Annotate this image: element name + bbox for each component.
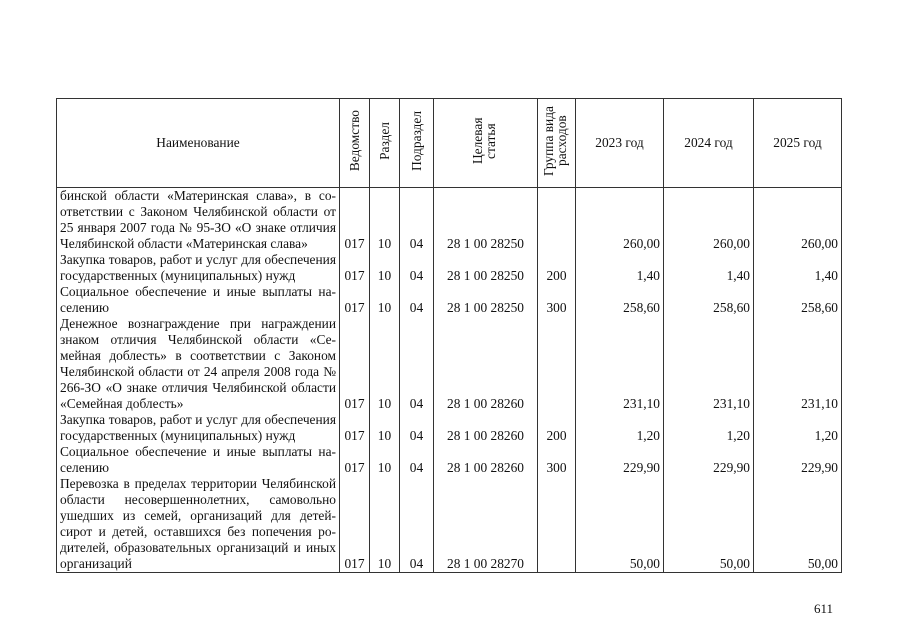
row-section: 10 [370,444,400,476]
row-subsection: 04 [400,188,434,253]
row-section: 10 [370,316,400,412]
row-section: 10 [370,476,400,573]
row-section: 10 [370,284,400,316]
header-target-article: Целевая статья [434,99,538,188]
row-name: Денежное вознаграждение при награждении знаком отличия Челябинской области «Семейная доблесть» в соответствии с Законом Челябинской области от 24 апреля 2008 года № 266-ЗО «О знаке отличия Челябинской области «Семейная доблесть» [57,316,340,412]
row-subsection: 04 [400,252,434,284]
row-value-2025: 260,00 [754,188,842,253]
header-expense-group: Группа вида расходов [538,99,576,188]
page-number: 611 [813,601,833,616]
row-department: 017 [340,252,370,284]
row-target-article: 28 1 00 28270 [434,476,538,573]
row-department: 017 [340,412,370,444]
table-row [57,412,842,444]
row-value-2023: 231,10 [576,316,664,412]
row-value-2025: 50,00 [754,476,842,573]
row-name: Закупка товаров, работ и услуг для обеспечения государственных (муниципальных) нужд [57,252,340,284]
row-expense-group [538,188,576,253]
row-name: Социальное обеспечение и иные выплаты населению [57,284,340,316]
row-value-2024: 231,10 [664,316,754,412]
row-value-2023: 1,20 [576,412,664,444]
row-value-2024: 1,40 [664,252,754,284]
row-section: 10 [370,188,400,253]
row-target-article: 28 1 00 28250 [434,284,538,316]
row-expense-group: 300 [538,444,576,476]
row-value-2025: 229,90 [754,444,842,476]
row-subsection: 04 [400,412,434,444]
row-name: Закупка товаров, работ и услуг для обеспечения государственных (муниципальных) нужд [57,412,340,444]
row-expense-group: 200 [538,412,576,444]
table-row [57,188,842,253]
row-value-2025: 1,40 [754,252,842,284]
row-expense-group [538,316,576,412]
row-value-2023: 258,60 [576,284,664,316]
row-target-article: 28 1 00 28250 [434,188,538,253]
row-target-article: 28 1 00 28260 [434,444,538,476]
header-subsection: Подраздел [400,99,434,188]
row-target-article: 28 1 00 28260 [434,412,538,444]
row-department: 017 [340,476,370,573]
row-value-2024: 1,20 [664,412,754,444]
row-department: 017 [340,316,370,412]
header-year-2024: 2024 год [664,99,754,188]
header-section: Раздел [370,99,400,188]
header-year-2025: 2025 год [754,99,842,188]
table-row [57,284,842,316]
row-section: 10 [370,252,400,284]
row-value-2024: 50,00 [664,476,754,573]
row-name: Перевозка в пределах территории Челябинской области несовершеннолетних, самовольно ушедших из семей, организаций для детей-сирот и детей, оставшихся без попечения родителей, образовательных организаций и иных организаций [57,476,340,573]
row-value-2023: 1,40 [576,252,664,284]
row-section: 10 [370,412,400,444]
budget-table [56,98,842,573]
row-subsection: 04 [400,476,434,573]
row-subsection: 04 [400,316,434,412]
header-name: Наименование [57,99,340,188]
row-department: 017 [340,444,370,476]
row-expense-group: 200 [538,252,576,284]
row-value-2025: 1,20 [754,412,842,444]
row-target-article: 28 1 00 28260 [434,316,538,412]
row-target-article: 28 1 00 28250 [434,252,538,284]
row-expense-group: 300 [538,284,576,316]
header-year-2023: 2023 год [576,99,664,188]
row-value-2024: 260,00 [664,188,754,253]
row-subsection: 04 [400,444,434,476]
table-header-row [57,99,842,188]
row-subsection: 04 [400,284,434,316]
row-value-2023: 50,00 [576,476,664,573]
row-value-2025: 258,60 [754,284,842,316]
row-value-2023: 260,00 [576,188,664,253]
row-expense-group [538,476,576,573]
row-department: 017 [340,188,370,253]
table-row [57,252,842,284]
table-row [57,444,842,476]
row-value-2024: 229,90 [664,444,754,476]
header-department: Ведомство [340,99,370,188]
row-value-2023: 229,90 [576,444,664,476]
row-value-2025: 231,10 [754,316,842,412]
table-row [57,316,842,412]
row-department: 017 [340,284,370,316]
row-name: Социальное обеспечение и иные выплаты населению [57,444,340,476]
row-value-2024: 258,60 [664,284,754,316]
row-name: бинской области «Материнская слава», в соответствии с Законом Челябинской области от 25 января 2007 года № 95-ЗО «О знаке отличия Челябинской области «Материнская слава» [57,188,340,253]
table-row [57,476,842,573]
